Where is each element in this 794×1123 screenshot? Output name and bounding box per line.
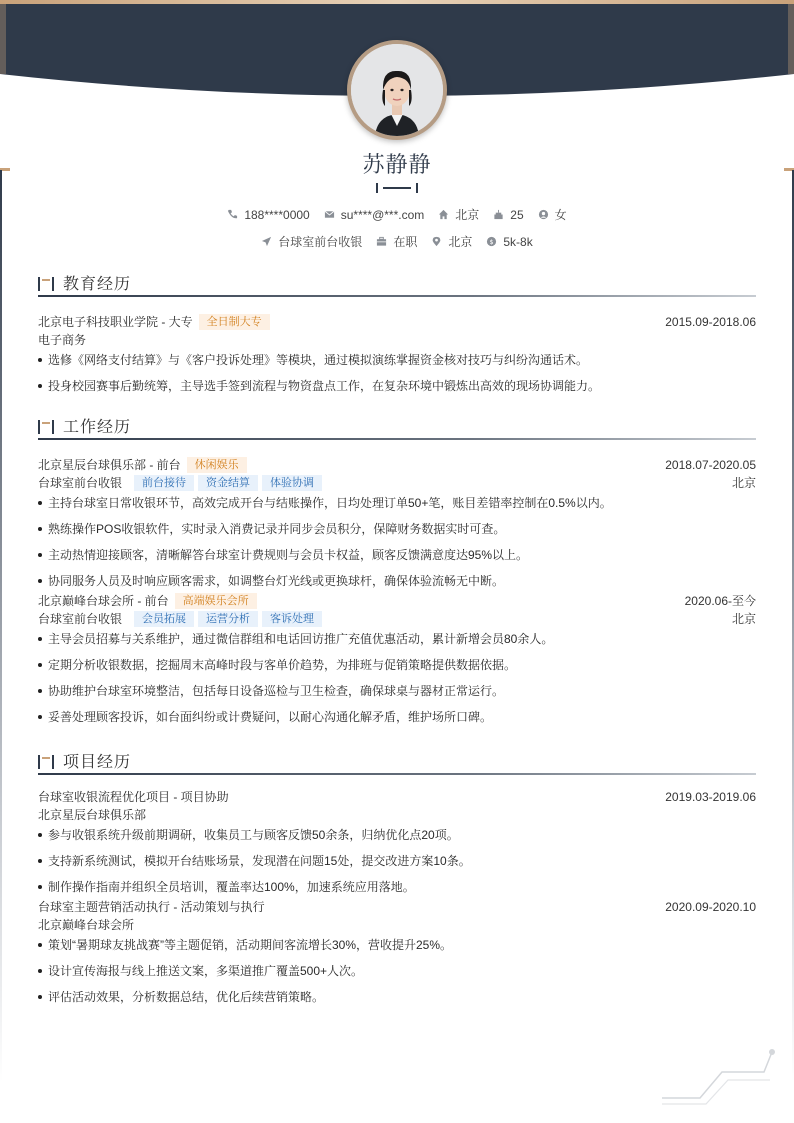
education-section: [38, 271, 756, 403]
project-name: 台球室收银流程优化项目 - 项目协助: [38, 790, 229, 804]
salary-item: [486, 233, 532, 250]
work-city: 北京: [731, 476, 756, 490]
degree-tag: 全日制大专: [199, 314, 270, 330]
city-value: 北京: [455, 208, 480, 222]
project-name: 台球室主题营销活动执行 - 活动策划与执行: [38, 900, 265, 914]
user-icon: [538, 209, 549, 220]
status-item: [376, 233, 417, 250]
job-intent-row: [0, 233, 794, 250]
list-item: 制作操作指南并组织全员培训，覆盖率达100%，加速系统应用落地。: [38, 878, 756, 896]
list-item: 主动热情迎接顾客，清晰解答台球室计费规则与会员卡权益，顾客反馈满意度达95%以上。: [38, 546, 756, 564]
project-header: [38, 749, 756, 777]
list-item: 协同服务人员及时响应顾客需求，如调整台灯光线或更换球杆，确保体验流畅无中断。: [38, 572, 756, 590]
list-item: 设计宣传海报与线上推送文案，多渠道推广覆盖500+人次。: [38, 962, 756, 980]
section-mark-icon: [38, 420, 54, 434]
project-title: 项目经历: [63, 754, 132, 771]
list-item: 协助维护台球室环境整洁，包括每日设备巡检与卫生检查，确保球桌与器材正常运行。: [38, 682, 756, 700]
salary-value: 5k-8k: [503, 234, 533, 249]
education-title: 教育经历: [63, 276, 132, 293]
work-date: 2018.07-2020.05: [665, 458, 756, 472]
section-divider: [38, 295, 756, 297]
project-date: 2020.09-2020.10: [665, 900, 756, 914]
project-date: 2019.03-2019.06: [665, 790, 756, 804]
work-entry: [38, 456, 756, 590]
email-item: [324, 206, 425, 223]
project-bullets: [38, 826, 756, 896]
mail-icon: [324, 209, 335, 220]
send-icon: [261, 236, 272, 247]
target-city-value: 北京: [448, 235, 473, 249]
work-header: [38, 414, 756, 442]
project-entry: [38, 898, 756, 1006]
target-job-value: 台球室前台收银: [278, 235, 363, 249]
name-divider-ornament: [376, 183, 418, 193]
age-value: 25: [510, 207, 524, 222]
status-value: 在职: [393, 235, 418, 249]
project-section: [38, 749, 756, 1014]
list-item: 选修《网络支付结算》与《客户投诉处理》等模块，通过模拟演练掌握资金核对技巧与纠纷沟通话术。: [38, 351, 756, 369]
left-border-line: [0, 170, 2, 1082]
skill-tag: 会员拓展: [134, 611, 194, 627]
work-section: [38, 414, 756, 734]
phone-icon: [227, 209, 238, 220]
job-role: 台球室前台收银: [38, 612, 123, 626]
target-job-item: [261, 233, 362, 250]
corner-line-ornament: [660, 1048, 776, 1106]
education-date: 2015.09-2018.06: [665, 315, 756, 329]
list-item: 定期分析收银数据，挖掘周末高峰时段与客单价趋势，为排班与促销策略提供数据依据。: [38, 656, 756, 674]
svg-text:$: $: [489, 237, 494, 246]
skill-tag: 资金结算: [198, 475, 258, 491]
cake-icon: [493, 209, 504, 220]
project-org: 北京星辰台球俱乐部: [38, 808, 147, 822]
age-item: [493, 206, 523, 223]
industry-tag: 休闲娱乐: [187, 457, 247, 473]
work-entry: [38, 592, 756, 726]
work-bullets: [38, 494, 756, 590]
list-item: 投身校园赛事后勤统筹，主导选手签到流程与物资盘点工作，在复杂环境中锻炼出高效的现场协调能力。: [38, 377, 756, 395]
education-bullets: [38, 351, 756, 395]
list-item: 策划“暑期球友挑战赛”等主题促销，活动期间客流增长30%，营收提升25%。: [38, 936, 756, 954]
skill-tag: 体验协调: [262, 475, 322, 491]
phone-item: [227, 206, 309, 223]
project-entry: [38, 788, 756, 896]
education-header: [38, 271, 756, 299]
candidate-name: 苏静静: [362, 152, 432, 177]
gender-value: 女: [554, 208, 567, 222]
project-bullets: [38, 936, 756, 1006]
major-name: 电子商务: [38, 333, 87, 347]
home-icon: [438, 209, 449, 220]
list-item: 主导会员招募与关系维护，通过微信群组和电话回访推广充值优惠活动，累计新增会员80余人。: [38, 630, 756, 648]
job-role: 台球室前台收银: [38, 476, 123, 490]
industry-tag: 高端娱乐会所: [175, 593, 257, 609]
work-title: 工作经历: [63, 419, 132, 436]
section-mark-icon: [38, 277, 54, 291]
briefcase-icon: [376, 236, 387, 247]
contact-info-row: [0, 206, 794, 223]
work-city: 北京: [731, 612, 756, 626]
list-item: 主持台球室日常收银环节，高效完成开台与结账操作，日均处理订单50+笔，账目差错率控制在0.5%以内。: [38, 494, 756, 512]
education-entry: [38, 313, 756, 395]
work-bullets: [38, 630, 756, 726]
phone-value: 188****0000: [244, 207, 310, 222]
list-item: 支持新系统测试，模拟开台结账场景，发现潜在问题15处，提交改进方案10条。: [38, 852, 756, 870]
company-name: 北京巅峰台球会所 - 前台: [38, 594, 169, 608]
work-date: 2020.06-至今: [684, 594, 756, 608]
city-item: [438, 206, 479, 223]
list-item: 熟练操作POS收银软件，实时录入消费记录并同步会员积分，保障财务数据实时可查。: [38, 520, 756, 538]
location-pin-icon: [431, 236, 442, 247]
email-value: su****@***.com: [340, 207, 425, 222]
section-divider: [38, 773, 756, 775]
gender-item: [538, 206, 567, 223]
project-org: 北京巅峰台球会所: [38, 918, 135, 932]
target-city-item: [431, 233, 472, 250]
section-mark-icon: [38, 755, 54, 769]
section-divider: [38, 438, 756, 440]
skill-tag: 前台接待: [134, 475, 194, 491]
list-item: 妥善处理顾客投诉，如台面纠纷或计费疑问，以耐心沟通化解矛盾，维护场所口碑。: [38, 708, 756, 726]
list-item: 评估活动效果，分析数据总结，优化后续营销策略。: [38, 988, 756, 1006]
money-icon: [486, 236, 497, 247]
list-item: 参与收银系统升级前期调研，收集员工与顾客反馈50余条，归纳优化点20项。: [38, 826, 756, 844]
skill-tag: 客诉处理: [262, 611, 322, 627]
company-name: 北京星辰台球俱乐部 - 前台: [38, 458, 181, 472]
skill-tag: 运营分析: [198, 611, 258, 627]
school-name: 北京电子科技职业学院 - 大专: [38, 315, 193, 329]
avatar: [347, 40, 447, 140]
